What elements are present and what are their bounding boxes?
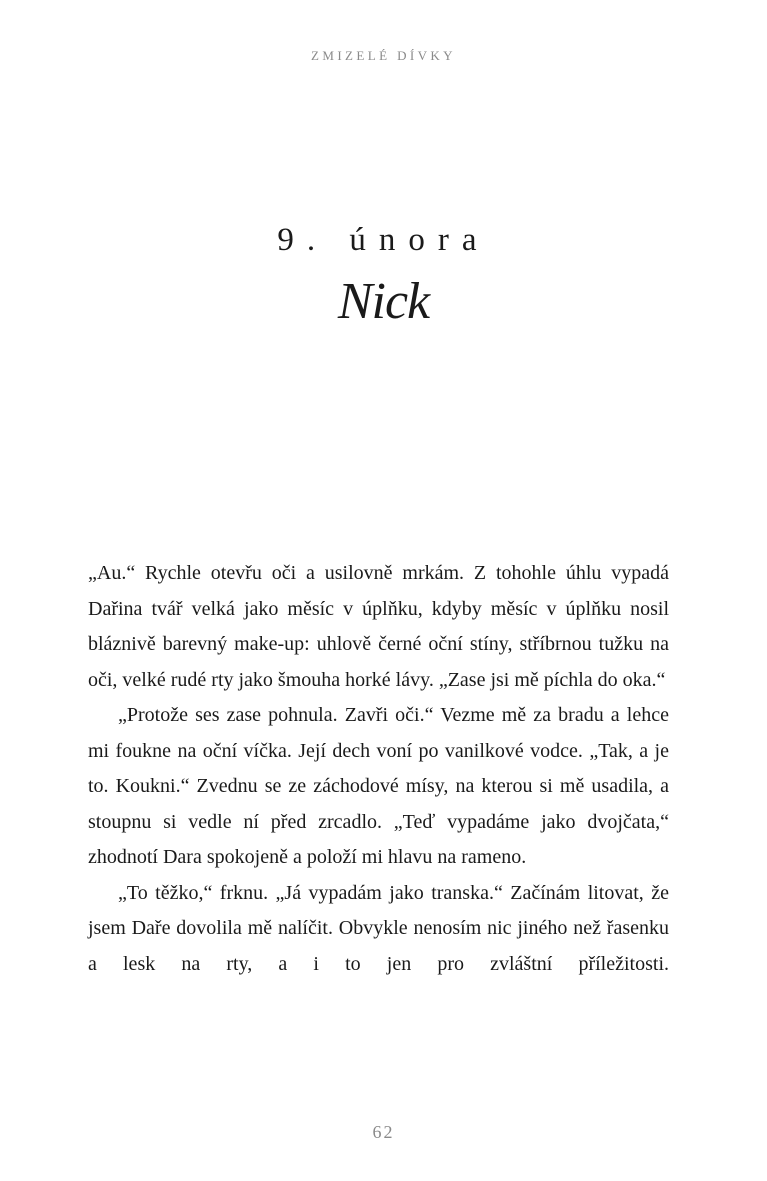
chapter-name: Nick [337,273,430,330]
page-number: 62 [372,1122,395,1142]
running-header: ZMIZELÉ DÍVKY [311,48,456,63]
body-text [88,556,669,982]
chapter-date: 9. února [277,222,490,258]
paragraph: „Au.“ Rychle otevřu oči a usilovně mrkám. Z tohohle úhlu vypadá Dařina tvář velká jako měsíc v úplňku, kdyby měsíc v úplňku nosil bláznivě barevný make-up: uhlově černé oční stíny, stříbrnou tužku na oči, velké rudé rty jako šmouha horké lávy. „Zase jsi mě píchla do oka.“ [88,562,669,691]
paragraph: „Protože ses zase pohnula. Zavři oči.“ Vezme mě za bradu a lehce mi foukne na oční víčka. Její dech voní po vanilkové vodce. „Tak, a je to. Koukni.“ Zvednu se ze záchodové mísy, na kterou si mě usadila, a stoupnu si vedle ní před zrcadlo. „Teď vypadáme jako dvojčata,“ zhodnotí Dara spokojeně a položí mi hlavu na rameno. [88,704,669,868]
paragraph: „To těžko,“ frknu. „Já vypadám jako transka.“ Začínám litovat, že jsem Daře dovolila mě nalíčit. Obvykle nenosím nic jiného než řasenku a lesk na rty, a i to jen pro zvláštní příležitosti. [88,881,669,975]
